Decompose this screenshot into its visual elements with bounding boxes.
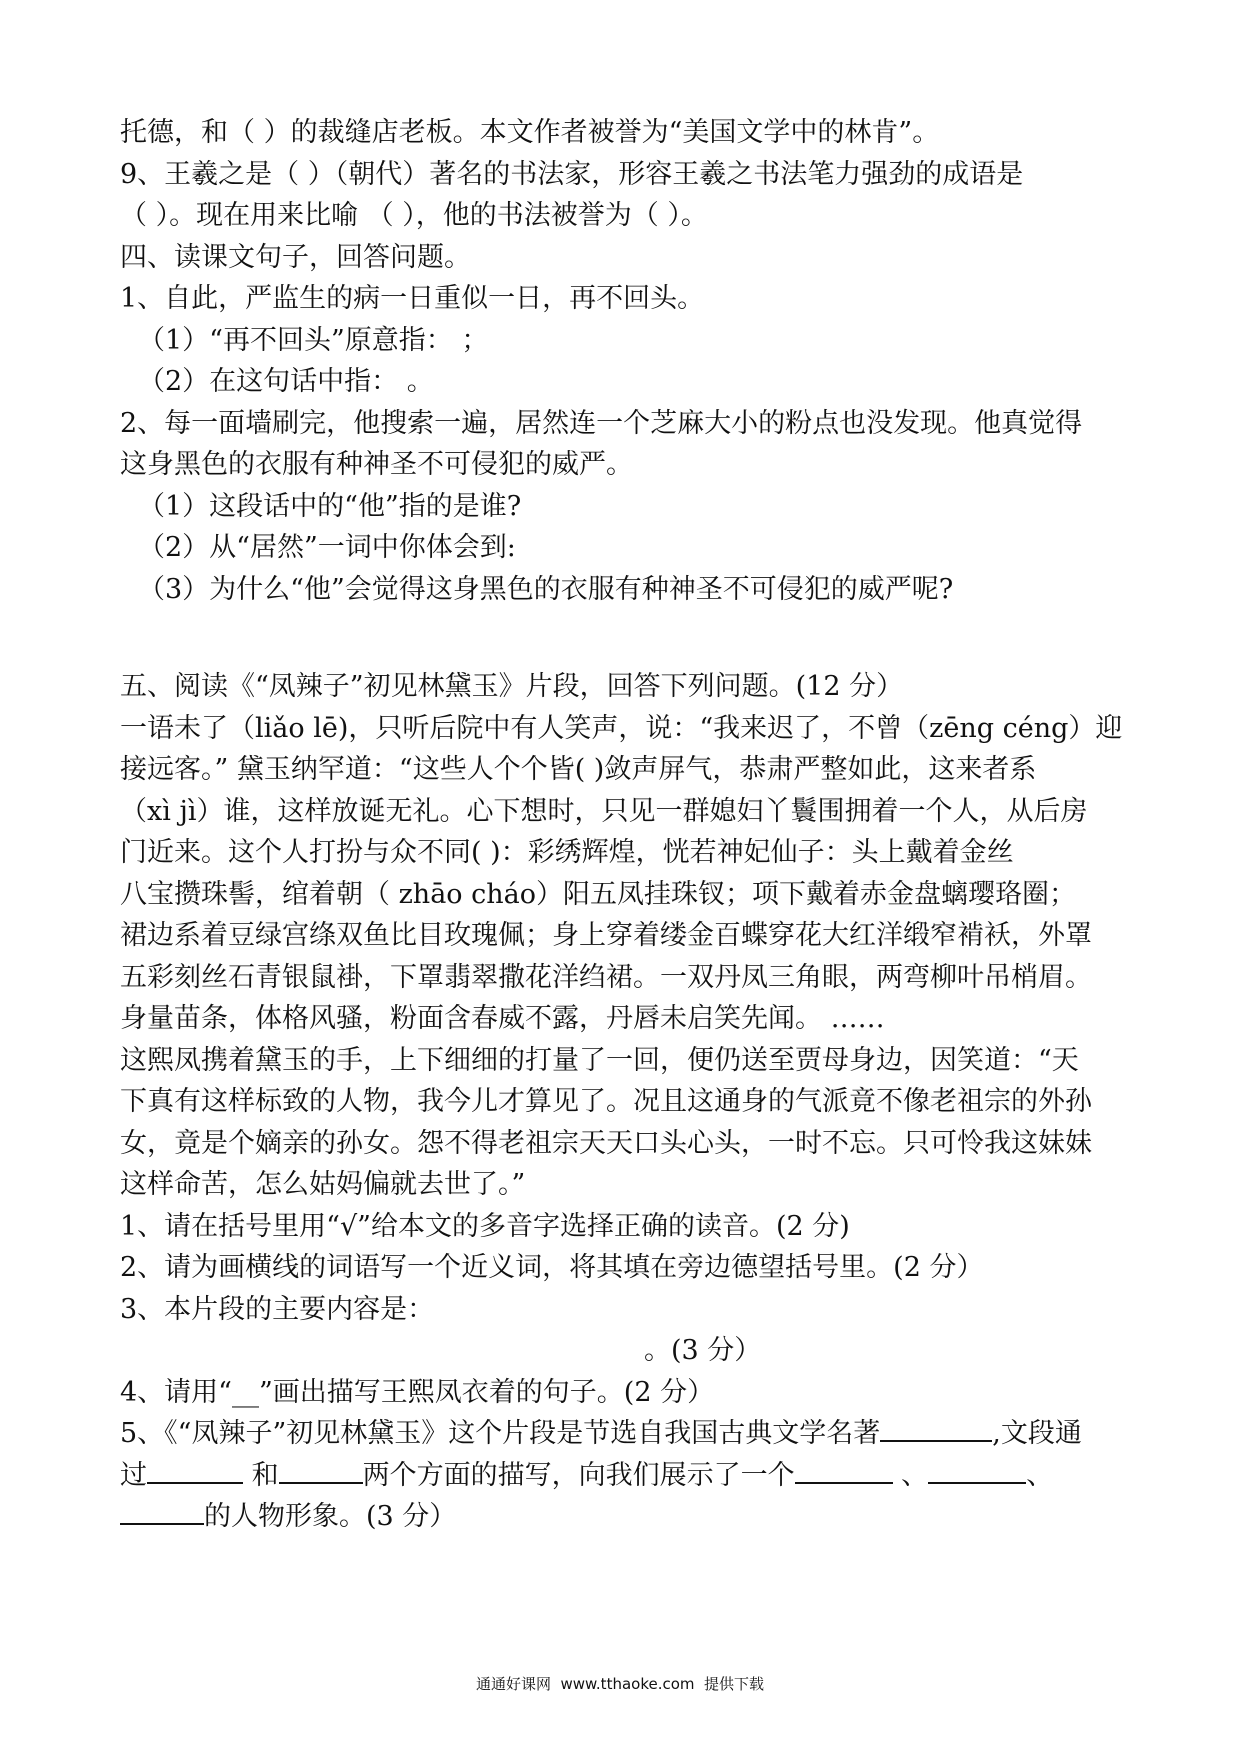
passage-line: 这样命苦，怎么姑妈偏就去世了。”: [120, 1169, 526, 1200]
footer-credit: 通通好课网 www.tthaoke.com 提供下载: [475, 1675, 765, 1693]
section-5-heading: 五、阅读《“凤辣子”初见林黛玉》片段，回答下列问题。(12 分）: [120, 671, 904, 702]
passage-line: 身量苗条，体格风骚，粉面含春威不露，丹唇未启笑先闻。 ……: [120, 1003, 885, 1034]
q5-text: 的人物形象。(3 分）: [204, 1501, 457, 1532]
answer-blank[interactable]: [147, 1460, 243, 1484]
spacer: [120, 610, 1130, 666]
q5-text: ,文段通: [992, 1418, 1082, 1449]
section-4-q2-line-1: 2、每一面墙刷完，他搜索一遍，居然连一个芝麻大小的粉点也没发现。他真觉得: [120, 407, 1083, 439]
passage-line: 一语未了（liǎo lē)，只听后院中有人笑声，说：“我来迟了，不曾（zēng céng）迎: [120, 712, 1123, 744]
exam-page: [120, 112, 1130, 1538]
passage-line: 下真有这样标致的人物，我今儿才算见了。况且这通身的气派竟不像老祖宗的外孙: [120, 1086, 1092, 1117]
section-4-q2-line-2: 这身黑色的衣服有种神圣不可侵犯的威严。: [120, 449, 633, 480]
passage-line: 接远客。” 黛玉纳罕道：“这些人个个皆( )敛声屏气，恭肃严整如此，这来者系: [120, 754, 1037, 785]
question-9-line-2: （ ）。现在用来比喻 （ ），他的书法被誉为（ ）。: [120, 200, 708, 231]
passage-line: 裙边系着豆绿宫绦双鱼比目玫瑰佩；身上穿着缕金百蝶穿花大红洋缎窄褃袄，外罩: [120, 920, 1092, 951]
section-4-q1-sub1: （1）“再不回头”原意指： ；: [138, 324, 489, 356]
section-5-q5-line-2: [120, 1455, 1130, 1497]
section-5-q5-line-3: [120, 1496, 1130, 1538]
answer-blank[interactable]: [279, 1460, 363, 1484]
text-line: 托德，和（ ）的裁缝店老板。本文作者被誉为“美国文学中的林肯”。: [120, 117, 940, 148]
section-5-q3-tail: 。(3 分）: [644, 1335, 762, 1366]
passage-line: （xì jì）谁，这样放诞无礼。心下想时，只见一群媳妇丫鬟围拥着一个人，从后房: [120, 795, 1088, 827]
q5-text: 、: [1026, 1459, 1054, 1491]
section-4-q1-sub2: （2）在这句话中指： 。: [138, 366, 434, 397]
section-4-q1: 1、自此，严监生的病一日重似一日，再不回头。: [120, 283, 705, 314]
passage-line: 八宝攒珠髻，绾着朝（ zhāo cháo）阳五凤挂珠钗；项下戴着赤金盘螭璎珞圈；: [120, 878, 1076, 910]
answer-blank[interactable]: [120, 1501, 204, 1525]
q5-text: 过: [120, 1459, 147, 1491]
answer-blank[interactable]: [880, 1418, 992, 1442]
passage-line: 女，竟是个嫡亲的孙女。怨不得老祖宗天天口头心头，一时不忘。只可怜我这妹妹: [120, 1127, 1092, 1159]
passage-line: 五彩刻丝石青银鼠褂，下罩翡翠撒花洋绉裙。一双丹凤三角眼，两弯柳叶吊梢眉。: [120, 961, 1092, 993]
section-5-q2: 2、请为画横线的词语写一个近义词，将其填在旁边德望括号里。(2 分）: [120, 1252, 984, 1283]
section-4-q2-sub2: （2）从“居然”一词中你体会到:: [138, 532, 516, 563]
passage-line: 门近来。这个人打扮与众不同( )：彩绣辉煌，恍若神妃仙子：头上戴着金丝: [120, 837, 1014, 868]
section-5-q3: 3、本片段的主要内容是：: [120, 1293, 435, 1325]
answer-blank[interactable]: [795, 1460, 893, 1484]
q5-text: 、: [892, 1459, 929, 1491]
question-9-line-1: 9、王羲之是（ ）（朝代）著名的书法家，形容王羲之书法笔力强劲的成语是: [120, 158, 1024, 190]
section-5-q5-line-1: [120, 1413, 1130, 1455]
q5-text: 5、《“凤辣子”初见林黛玉》这个片段是节选自我国古典文学名著: [120, 1418, 881, 1449]
passage-line: 这熙凤携着黛玉的手，上下细细的打量了一回，便仍送至贾母身边，因笑道：“天: [120, 1044, 1079, 1076]
section-4-q2-sub3: （3）为什么“他”会觉得这身黑色的衣服有种神圣不可侵犯的威严呢?: [138, 573, 954, 605]
q5-text: 两个方面的描写，向我们展示了一个: [362, 1459, 795, 1491]
section-4-q2-sub1: （1）这段话中的“他”指的是谁?: [138, 490, 522, 522]
section-5-q4: 4、请用“__”画出描写王熙凤衣着的句子。(2 分）: [120, 1376, 715, 1408]
section-5-q1: 1、请在括号里用“√”给本文的多音字选择正确的读音。(2 分): [120, 1210, 850, 1242]
section-4-heading: 四、读课文句子，回答问题。: [120, 241, 471, 273]
answer-blank[interactable]: [928, 1460, 1026, 1484]
q5-text: 和: [243, 1459, 279, 1491]
